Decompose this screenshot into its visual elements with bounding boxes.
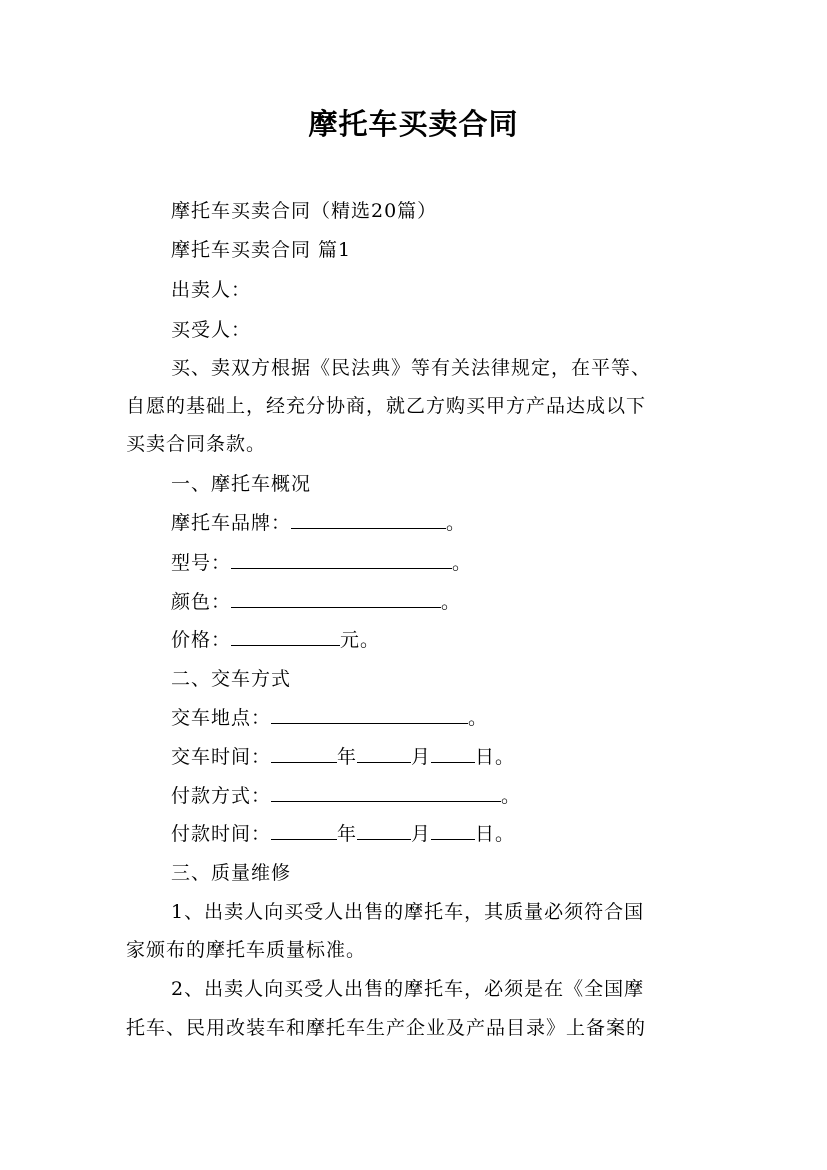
delivery-place-blank [271,705,468,724]
delivery-year-unit: 年 [337,746,358,768]
brand-blank [291,510,446,529]
seller-label: 出卖人： [171,279,252,301]
part2-heading: 二、交车方式 [171,668,292,690]
document-title: 摩托车买卖合同 [308,107,519,141]
intro-line-3: 买卖合同条款。 [126,433,267,455]
payment-year-unit: 年 [337,823,358,845]
payment-time-label: 付款时间： [171,823,272,845]
price-end: 元。 [340,629,381,651]
payment-year-blank [271,821,337,840]
quality-item1-line1: 1、出卖人向买受人出售的摩托车，其质量必须符合国 [171,901,645,923]
delivery-year-blank [271,744,337,763]
subtitle: 摩托车买卖合同（精选20篇） [171,200,438,222]
price-blank [231,627,340,646]
quality-item2-line2: 托车、民用改装车和摩托车生产企业及产品目录》上备案的 [126,1017,647,1039]
intro-line-1: 买、卖双方根据《民法典》等有关法律规定，在平等、 [171,357,652,379]
brand-field [171,510,466,536]
delivery-day-blank [431,744,475,763]
payment-month-blank [357,821,411,840]
buyer-label: 买受人： [171,319,252,341]
delivery-place-field [171,705,488,731]
quality-item2-line1: 2、出卖人向买受人出售的摩托车，必须是在《全国摩 [171,978,645,1000]
color-end: 。 [441,591,462,613]
model-label: 型号： [171,552,232,574]
payment-method-label: 付款方式： [171,785,272,807]
payment-day-unit: 日。 [475,823,516,845]
payment-month-unit: 月 [411,823,432,845]
delivery-day-unit: 日。 [475,746,516,768]
intro-line-2: 自愿的基础上，经充分协商，就乙方购买甲方产品达成以下 [126,395,647,417]
delivery-place-end: 。 [468,707,489,729]
brand-label: 摩托车品牌： [171,512,292,534]
delivery-time-field [171,744,515,770]
section-heading: 摩托车买卖合同 篇1 [171,239,352,261]
price-label: 价格： [171,629,232,651]
part1-heading: 一、摩托车概况 [171,473,312,495]
quality-item1-line2: 家颁布的摩托车质量标准。 [126,939,367,961]
payment-method-field [171,783,521,809]
price-field [171,627,380,653]
color-blank [231,589,441,608]
payment-method-end: 。 [501,785,522,807]
model-end: 。 [452,552,473,574]
color-label: 颜色： [171,591,232,613]
model-field [171,550,472,576]
brand-end: 。 [446,512,467,534]
part3-heading: 三、质量维修 [171,862,292,884]
delivery-time-label: 交车时间： [171,746,272,768]
delivery-month-blank [357,744,411,763]
payment-day-blank [431,821,475,840]
delivery-month-unit: 月 [411,746,432,768]
delivery-place-label: 交车地点： [171,707,272,729]
payment-method-blank [271,783,501,802]
payment-time-field [171,821,515,847]
color-field [171,589,461,615]
model-blank [231,550,452,569]
